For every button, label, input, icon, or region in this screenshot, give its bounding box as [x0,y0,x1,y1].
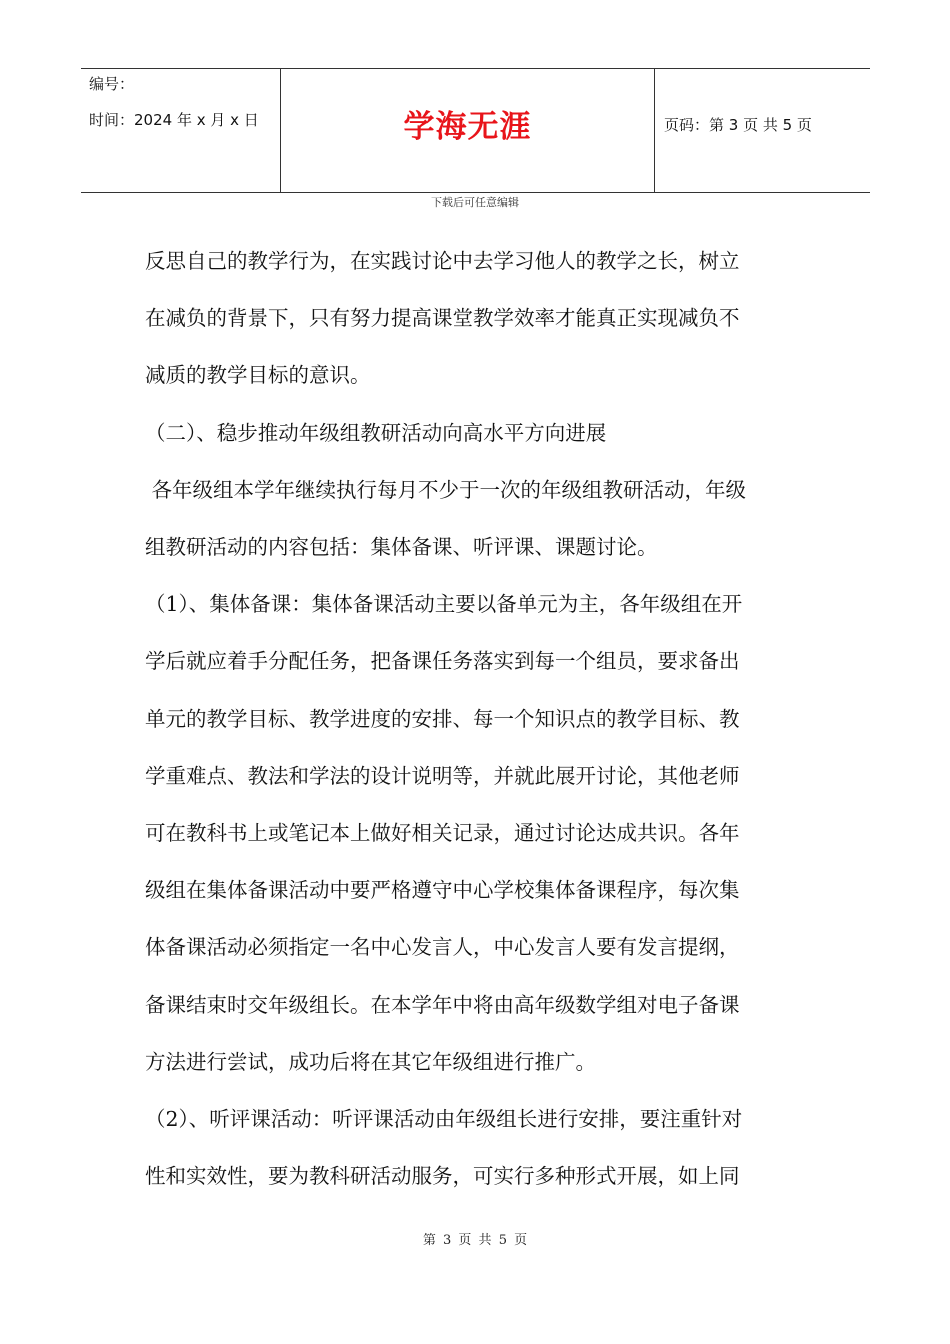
text-line: （1）、集体备课：集体备课活动主要以备单元为主，各年级组在开 [145,592,743,617]
text-line: 单元的教学目标、教学进度的安排、每一个知识点的教学目标、教 [145,706,740,731]
document-time-label: 时间：2024 年 x 月 x 日 [89,111,259,129]
text-line: 学后就应着手分配任务，把备课任务落实到每一个组员，要求备出 [145,649,740,674]
text-line: 减质的教学目标的意识。 [145,363,371,388]
document-body [145,233,815,1205]
text-line: 级组在集体备课活动中要严格遵守中心学校集体备课程序，每次集 [145,878,740,903]
text-line: 可在教科书上或笔记本上做好相关记录，通过讨论达成共识。各年 [145,821,740,846]
text-line: 组教研活动的内容包括：集体备课、听评课、课题讨论。 [145,535,658,560]
page-footer: 第 3 页 共 5 页 [422,1233,528,1248]
document-header [81,68,870,193]
header-brand-cell [281,69,655,192]
text-line: （2）、听评课活动：听评课活动由年级组长进行安排，要注重针对 [145,1107,743,1132]
header-page-cell [655,69,870,192]
document-number-label: 编号： [89,75,135,93]
editable-note: 下载后可任意编辑 [431,196,519,209]
page-number-label: 页码：第 3 页 共 5 页 [664,116,812,134]
text-line: 方法进行尝试，成功后将在其它年级组进行推广。 [145,1049,596,1074]
text-line: 各年级组本学年继续执行每月不少于一次的年级组教研活动，年级 [145,477,747,502]
brand-title: 学海无涯 [403,109,532,145]
section-heading: （二）、稳步推动年级组教研活动向高水平方向进展 [145,420,607,445]
text-line: 备课结束时交年级组长。在本学年中将由高年级数学组对电子备课 [145,992,740,1017]
text-line: 反思自己的教学行为，在实践讨论中去学习他人的教学之长，树立 [145,249,740,273]
header-info-cell [81,69,281,192]
text-line: 体备课活动必须指定一名中心发言人，中心发言人要有发言提纲， [145,935,740,960]
text-line: 学重难点、教法和学法的设计说明等，并就此展开讨论，其他老师 [145,763,740,788]
text-line: 性和实效性，要为教科研活动服务，可实行多种形式开展，如上同 [145,1164,740,1189]
text-line: 在减负的背景下，只有努力提高课堂教学效率才能真正实现减负不 [145,306,740,331]
